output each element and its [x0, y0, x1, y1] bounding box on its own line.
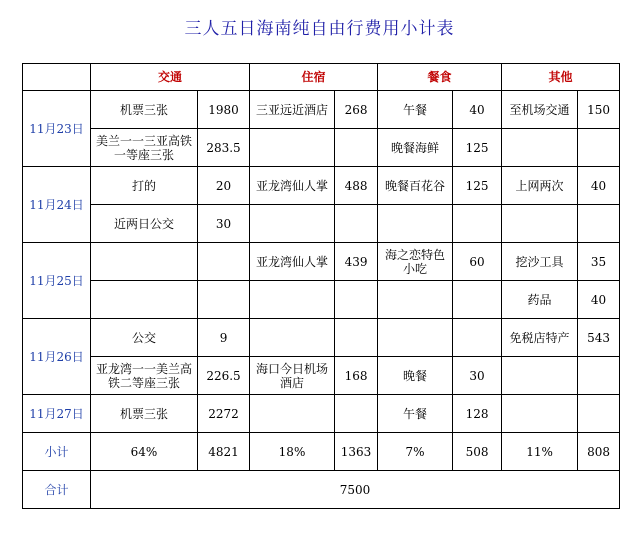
table-row — [23, 91, 620, 129]
amount-cell — [198, 281, 250, 319]
item-cell: 午餐 — [378, 395, 453, 433]
total-label: 合计 — [23, 471, 91, 509]
amount-cell: 40 — [578, 167, 620, 205]
item-cell — [91, 281, 198, 319]
item-cell — [250, 281, 335, 319]
amount-cell — [578, 357, 620, 395]
item-cell — [502, 205, 578, 243]
subtotal-percent: 64% — [91, 433, 198, 471]
item-cell: 海口今日机场酒店 — [250, 357, 335, 395]
amount-cell: 30 — [198, 205, 250, 243]
amount-cell: 125 — [453, 129, 502, 167]
amount-cell: 9 — [198, 319, 250, 357]
header-row — [23, 64, 620, 91]
total-row — [23, 471, 620, 509]
item-cell: 近两日公交 — [91, 205, 198, 243]
amount-cell: 40 — [578, 281, 620, 319]
amount-cell: 60 — [453, 243, 502, 281]
amount-cell: 268 — [335, 91, 378, 129]
subtotal-percent: 7% — [378, 433, 453, 471]
subtotal-amount: 1363 — [335, 433, 378, 471]
item-cell — [378, 281, 453, 319]
amount-cell — [335, 129, 378, 167]
amount-cell: 128 — [453, 395, 502, 433]
item-cell: 晚餐海鲜 — [378, 129, 453, 167]
subtotal-amount: 4821 — [198, 433, 250, 471]
subtotal-label: 小计 — [23, 433, 91, 471]
date-cell: 11月24日 — [23, 167, 91, 243]
amount-cell: 40 — [453, 91, 502, 129]
amount-cell: 488 — [335, 167, 378, 205]
category-header: 交通 — [91, 64, 250, 91]
item-cell — [502, 357, 578, 395]
amount-cell — [453, 319, 502, 357]
table-row — [23, 319, 620, 357]
amount-cell — [453, 205, 502, 243]
item-cell — [91, 243, 198, 281]
item-cell — [502, 395, 578, 433]
subtotal-percent: 18% — [250, 433, 335, 471]
amount-cell — [578, 205, 620, 243]
item-cell: 亚龙湾仙人掌 — [250, 243, 335, 281]
category-header: 住宿 — [250, 64, 378, 91]
item-cell: 晚餐 — [378, 357, 453, 395]
item-cell: 免税店特产 — [502, 319, 578, 357]
amount-cell — [453, 281, 502, 319]
item-cell: 亚龙湾仙人掌 — [250, 167, 335, 205]
table-body — [23, 64, 620, 509]
item-cell — [378, 319, 453, 357]
item-cell — [378, 205, 453, 243]
amount-cell — [335, 319, 378, 357]
page-title: 三人五日海南纯自由行费用小计表 — [184, 19, 455, 39]
date-cell: 11月23日 — [23, 91, 91, 167]
subtotal-amount: 508 — [453, 433, 502, 471]
item-cell: 晚餐百花谷 — [378, 167, 453, 205]
item-cell — [502, 129, 578, 167]
amount-cell — [335, 395, 378, 433]
amount-cell: 168 — [335, 357, 378, 395]
amount-cell: 283.5 — [198, 129, 250, 167]
subtotal-amount: 808 — [578, 433, 620, 471]
amount-cell: 150 — [578, 91, 620, 129]
table-row — [23, 357, 620, 395]
amount-cell: 30 — [453, 357, 502, 395]
item-cell: 海之恋特色小吃 — [378, 243, 453, 281]
item-cell — [250, 395, 335, 433]
amount-cell — [578, 395, 620, 433]
table-row — [23, 243, 620, 281]
amount-cell: 439 — [335, 243, 378, 281]
item-cell: 三亚远近酒店 — [250, 91, 335, 129]
amount-cell: 35 — [578, 243, 620, 281]
amount-cell — [335, 205, 378, 243]
date-cell: 11月26日 — [23, 319, 91, 395]
total-value: 7500 — [91, 471, 620, 509]
date-cell: 11月27日 — [23, 395, 91, 433]
amount-cell — [578, 129, 620, 167]
corner-cell — [23, 64, 91, 91]
item-cell: 药品 — [502, 281, 578, 319]
date-cell: 11月25日 — [23, 243, 91, 319]
category-header: 其他 — [502, 64, 620, 91]
item-cell: 亚龙湾一一美兰高铁二等座三张 — [91, 357, 198, 395]
amount-cell: 2272 — [198, 395, 250, 433]
amount-cell: 226.5 — [198, 357, 250, 395]
table-row — [23, 205, 620, 243]
table-row — [23, 281, 620, 319]
subtotal-row — [23, 433, 620, 471]
category-header: 餐食 — [378, 64, 502, 91]
item-cell: 美兰一一三亚高铁一等座三张 — [91, 129, 198, 167]
item-cell — [250, 319, 335, 357]
amount-cell: 125 — [453, 167, 502, 205]
amount-cell: 543 — [578, 319, 620, 357]
item-cell: 午餐 — [378, 91, 453, 129]
table-row — [23, 129, 620, 167]
item-cell — [250, 205, 335, 243]
amount-cell — [198, 243, 250, 281]
expense-table — [22, 63, 620, 509]
item-cell: 公交 — [91, 319, 198, 357]
amount-cell: 1980 — [198, 91, 250, 129]
item-cell — [250, 129, 335, 167]
table-row — [23, 167, 620, 205]
table-row — [23, 395, 620, 433]
item-cell: 上网两次 — [502, 167, 578, 205]
amount-cell — [335, 281, 378, 319]
amount-cell: 20 — [198, 167, 250, 205]
item-cell: 至机场交通 — [502, 91, 578, 129]
item-cell: 机票三张 — [91, 395, 198, 433]
item-cell: 挖沙工具 — [502, 243, 578, 281]
item-cell: 打的 — [91, 167, 198, 205]
item-cell: 机票三张 — [91, 91, 198, 129]
subtotal-percent: 11% — [502, 433, 578, 471]
